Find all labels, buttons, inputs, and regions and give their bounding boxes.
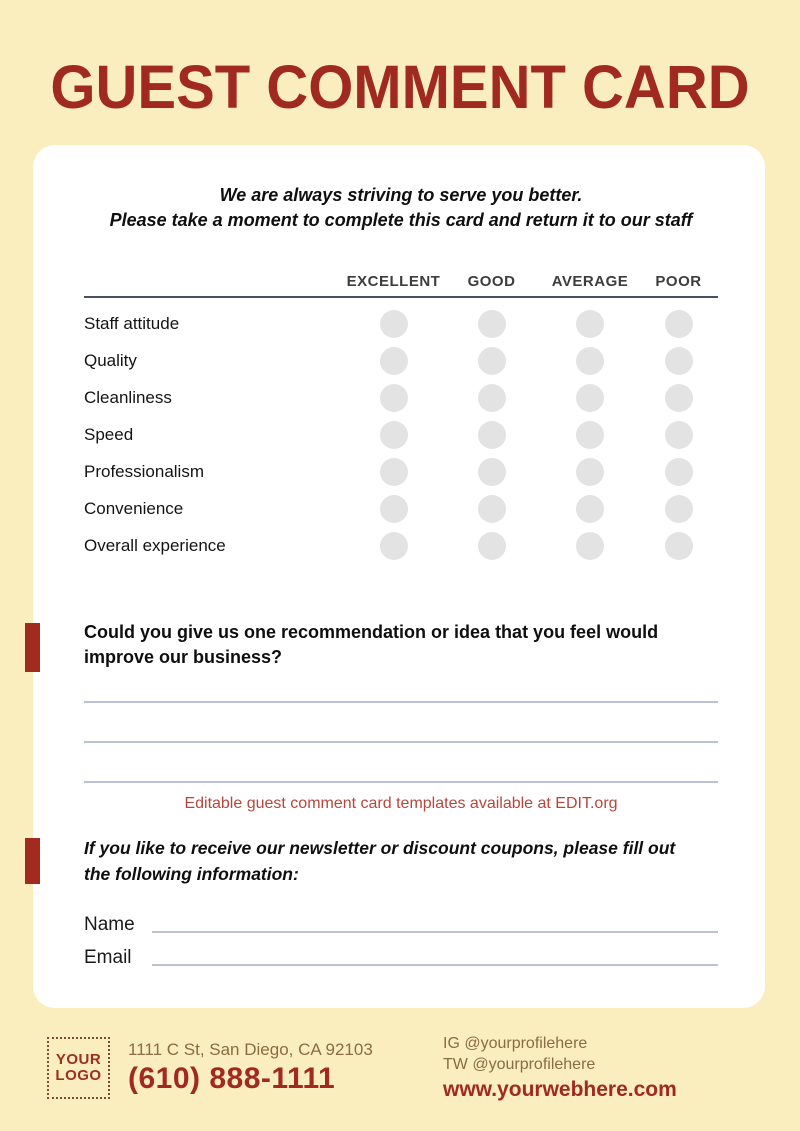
rating-circle[interactable]	[478, 347, 506, 375]
rating-circle[interactable]	[380, 532, 408, 560]
rating-circle[interactable]	[478, 384, 506, 412]
accent-bar	[25, 623, 40, 672]
phone-number: (610) 888-1111	[128, 1062, 336, 1095]
write-line[interactable]	[84, 743, 718, 783]
column-header-good: GOOD	[467, 273, 516, 290]
newsletter-line-2: the following information:	[84, 864, 299, 884]
rating-table	[84, 273, 718, 564]
column-header-poor: POOR	[655, 273, 702, 290]
logo-placeholder[interactable]	[47, 1037, 110, 1099]
page-title: GUEST COMMENT CARD	[50, 53, 750, 122]
recommendation-question	[84, 620, 718, 670]
name-input-line[interactable]	[152, 931, 718, 933]
rating-circle[interactable]	[478, 532, 506, 560]
rating-circle[interactable]	[665, 458, 693, 486]
rating-circle[interactable]	[478, 421, 506, 449]
email-input-line[interactable]	[152, 964, 718, 966]
intro-text	[84, 183, 718, 233]
logo-text-line-2: LOGO	[55, 1067, 102, 1084]
footer-right	[443, 1033, 677, 1102]
rating-circle[interactable]	[478, 458, 506, 486]
rating-circle[interactable]	[576, 421, 604, 449]
table-row	[84, 416, 718, 453]
rating-circle[interactable]	[576, 532, 604, 560]
rating-rows	[84, 305, 718, 564]
row-label: Speed	[84, 424, 134, 444]
row-label: Convenience	[84, 498, 184, 518]
table-row	[84, 379, 718, 416]
email-row	[84, 936, 718, 969]
footer-left	[47, 1037, 373, 1099]
rating-circle[interactable]	[665, 421, 693, 449]
newsletter-line-1: If you like to receive our newsletter or discount coupons, please fill out	[84, 838, 676, 858]
column-header-excellent: EXCELLENT	[346, 273, 441, 290]
table-row	[84, 527, 718, 564]
write-line[interactable]	[84, 670, 718, 703]
rating-circle[interactable]	[380, 384, 408, 412]
rating-circle[interactable]	[380, 347, 408, 375]
rating-circle[interactable]	[665, 310, 693, 338]
intro-line-1: We are always striving to serve you better.	[219, 185, 583, 205]
rating-circle[interactable]	[665, 532, 693, 560]
rating-circle[interactable]	[665, 495, 693, 523]
question-line-1: Could you give us one recommendation or idea that you feel would	[84, 622, 659, 642]
write-line[interactable]	[84, 703, 718, 743]
twitter-handle: TW @yourprofilehere	[443, 1056, 596, 1073]
table-row	[84, 342, 718, 379]
rating-circle[interactable]	[665, 347, 693, 375]
row-label: Quality	[84, 350, 137, 370]
rating-circle[interactable]	[576, 495, 604, 523]
rating-header-row	[84, 273, 718, 298]
rating-circle[interactable]	[380, 495, 408, 523]
rating-circle[interactable]	[665, 384, 693, 412]
comment-card	[33, 145, 765, 1008]
column-header-average: AVERAGE	[551, 273, 629, 290]
question-line-2: improve our business?	[84, 647, 283, 667]
rating-circle[interactable]	[380, 458, 408, 486]
promo-text: Editable guest comment card templates available at EDIT.org	[184, 795, 618, 812]
row-label: Overall experience	[84, 535, 226, 555]
recommendation-write-area	[84, 670, 718, 783]
name-row	[84, 903, 718, 936]
rating-circle[interactable]	[576, 458, 604, 486]
row-label: Professionalism	[84, 461, 204, 481]
address-text: 1111 C St, San Diego, CA 92103	[128, 1040, 373, 1059]
table-row	[84, 305, 718, 342]
name-label: Name	[84, 914, 135, 935]
rating-circle[interactable]	[576, 310, 604, 338]
contact-info	[128, 1040, 373, 1096]
website-url: www.yourwebhere.com	[443, 1078, 677, 1101]
rating-circle[interactable]	[576, 384, 604, 412]
rating-circle[interactable]	[380, 310, 408, 338]
accent-bar	[25, 838, 40, 884]
intro-line-2: Please take a moment to complete this card and return it to our staff	[109, 210, 693, 230]
table-row	[84, 490, 718, 527]
logo-text-line-1: YOUR	[55, 1051, 102, 1068]
email-label: Email	[84, 947, 132, 968]
table-row	[84, 453, 718, 490]
row-label: Cleanliness	[84, 387, 172, 407]
rating-circle[interactable]	[478, 310, 506, 338]
newsletter-text	[84, 835, 718, 887]
rating-circle[interactable]	[576, 347, 604, 375]
instagram-handle: IG @yourprofilehere	[443, 1035, 588, 1052]
row-label: Staff attitude	[84, 313, 180, 333]
contact-form	[84, 903, 718, 969]
rating-circle[interactable]	[380, 421, 408, 449]
rating-circle[interactable]	[478, 495, 506, 523]
